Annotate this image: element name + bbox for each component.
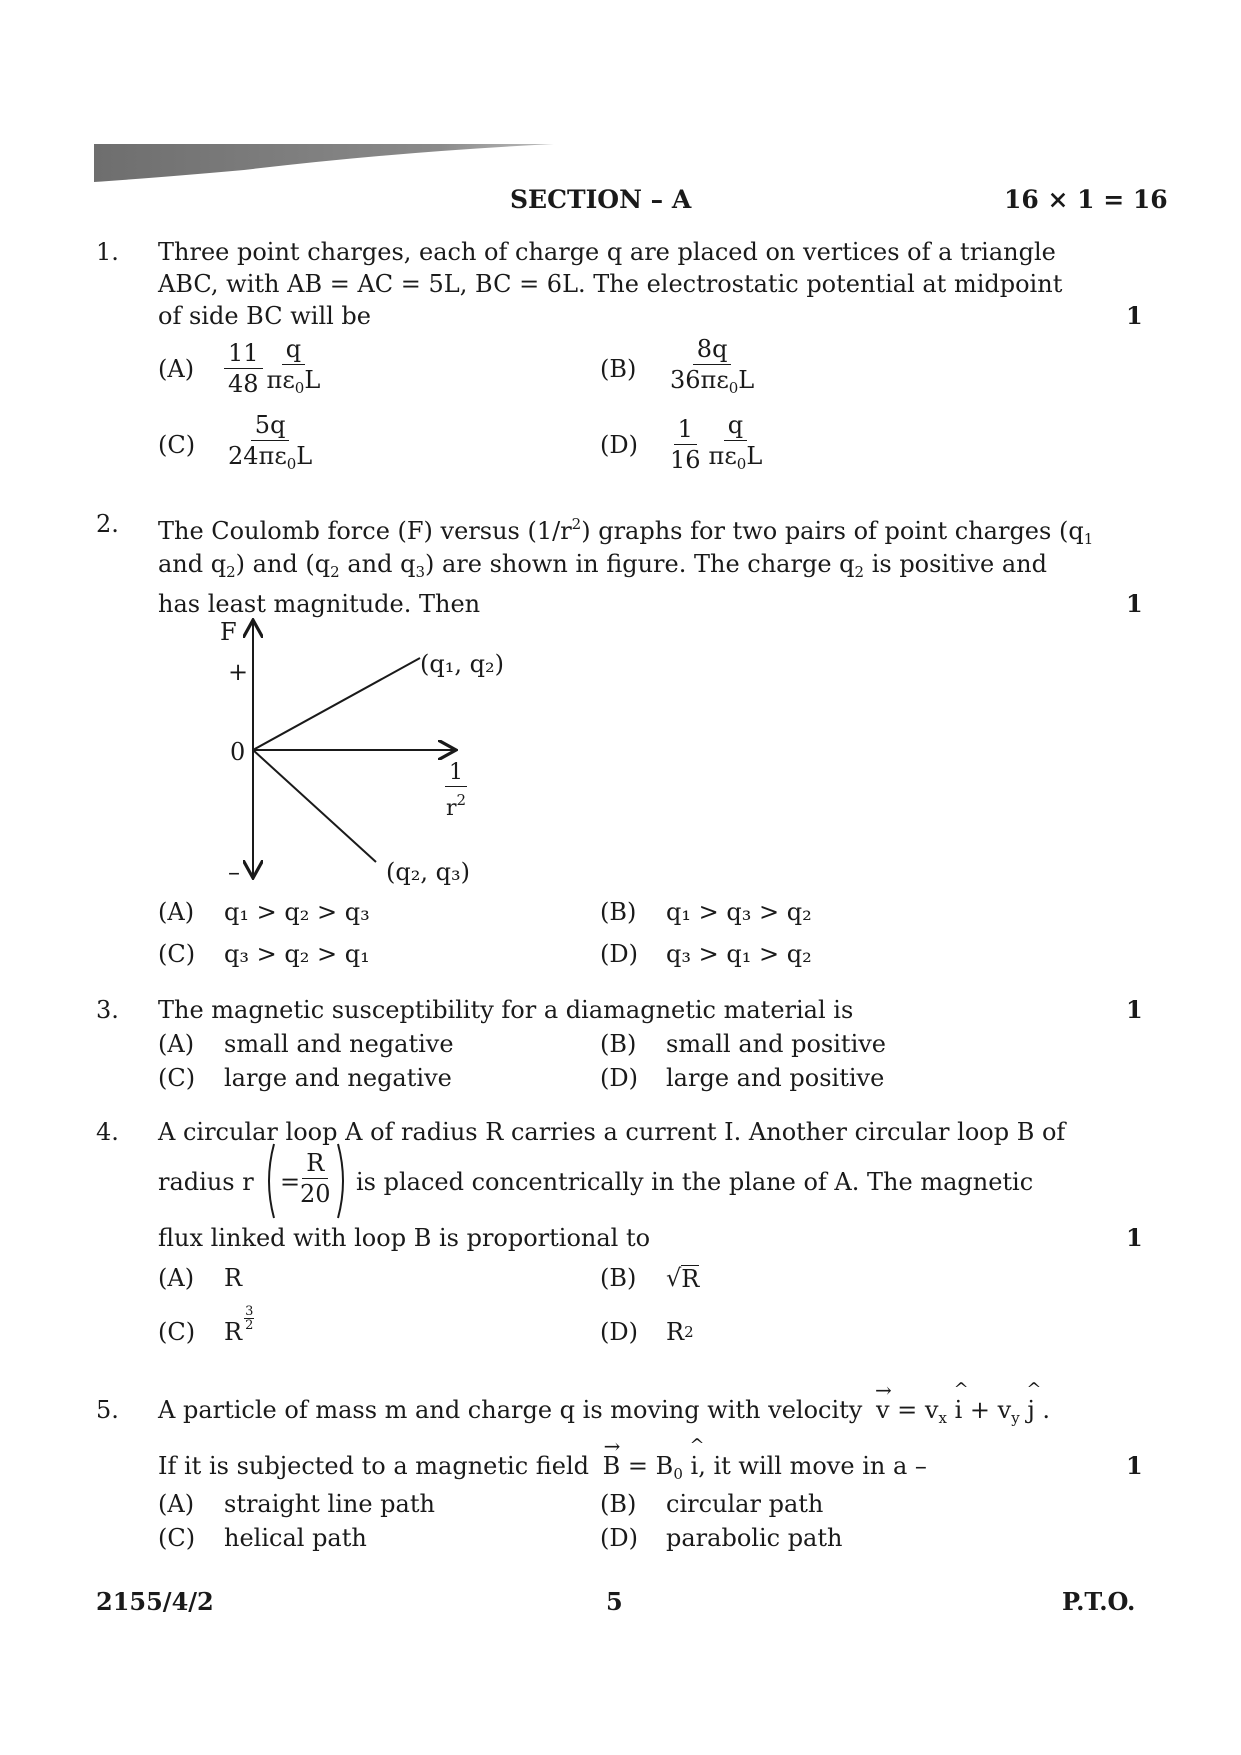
q1-option-d[interactable] [600, 410, 766, 479]
q4-option-c[interactable] [158, 1303, 254, 1348]
q5-option-a[interactable] [158, 1488, 435, 1520]
question-4-line-3: flux linked with loop B is proportional to [158, 1224, 651, 1252]
question-1-line-1: Three point charges, each of charge q are placed on vertices of a triangle [158, 238, 1056, 266]
question-1-line-3: of side BC will be [158, 302, 371, 330]
option-text: R [224, 1264, 243, 1292]
option-text: circular path [666, 1490, 824, 1518]
coefficient-fraction: $\frac{11}{48}$ [224, 338, 263, 399]
coefficient-fraction: $\frac{1}{16}$ [670, 415, 701, 474]
question-4-marks: 1 [1126, 1223, 1143, 1252]
q2-option-a[interactable] [158, 896, 370, 928]
sqrt-symbol: √ [666, 1264, 682, 1292]
option-text: R [681, 1264, 700, 1293]
question-1-number: 1. [96, 238, 119, 266]
option-text: q₃ > q₂ > q₁ [224, 940, 370, 968]
graph-line1-label: (q₁, q₂) [420, 650, 504, 678]
q5-option-c[interactable] [158, 1522, 367, 1554]
q2-option-b[interactable] [600, 896, 812, 928]
question-2-line-1: The Coulomb force (F) versus $(1/r^2)$ graphs for two pairs of point charges ($q_1$ [158, 515, 1094, 548]
pto-label: P.T.O. [1062, 1587, 1136, 1616]
graph-line2-label: (q₂, q₃) [386, 858, 470, 886]
paper-code: 2155/4/2 [96, 1587, 214, 1616]
option-text: parabolic path [666, 1524, 843, 1552]
question-2-marks: 1 [1126, 589, 1143, 618]
q2-option-d[interactable] [600, 938, 812, 970]
option-label: (C) [158, 1318, 196, 1346]
option-text: q₁ > q₂ > q₃ [224, 898, 370, 926]
question-3-marks: 1 [1126, 995, 1143, 1024]
q4-option-b[interactable] [600, 1262, 699, 1294]
option-label: (C) [158, 430, 196, 459]
option-label: (C) [158, 940, 196, 968]
option-label: (B) [600, 354, 637, 383]
option-label: (C) [158, 1064, 196, 1092]
option-label: (B) [600, 898, 637, 926]
option-label: (A) [158, 898, 195, 926]
option-text: small and positive [666, 1030, 887, 1058]
q2-option-c[interactable] [158, 938, 370, 970]
graph-y-label: F [220, 618, 237, 646]
option-text: q₃ > q₁ > q₂ [666, 940, 812, 968]
radius-fraction: = $\frac{R}{20}$ [262, 1142, 350, 1220]
question-5-line-1: A particle of mass m and charge q is moving with velocity v → = $v_x$ i ^ + $v_y$ j ^ . [158, 1378, 1051, 1427]
line-q1-q2 [253, 658, 420, 750]
option-text: small and negative [224, 1030, 454, 1058]
option-text: R [224, 1318, 243, 1346]
question-3-text: The magnetic susceptibility for a diamagnetic material is [158, 996, 854, 1024]
line-q2-q3 [253, 750, 376, 862]
q3-option-a[interactable] [158, 1028, 454, 1060]
graph-x-label: $\frac{1}{r^2}$ [446, 760, 467, 821]
charge-fraction: $\frac{8q}{36\pi\varepsilon_0L}$ [670, 335, 755, 397]
q3-option-b[interactable] [600, 1028, 886, 1060]
option-label: (D) [600, 1524, 638, 1552]
q5-option-d[interactable] [600, 1522, 842, 1554]
question-5-number: 5. [96, 1396, 119, 1424]
question-5-marks: 1 [1126, 1451, 1143, 1480]
option-text: R [666, 1318, 685, 1346]
graph-plus-sign: + [228, 658, 249, 686]
q4-option-d[interactable]: (D) R 2 [600, 1318, 694, 1346]
question-4-line-1: A circular loop A of radius R carries a current I. Another circular loop B of [158, 1118, 1066, 1146]
option-label: (A) [158, 1264, 195, 1292]
option-label: (A) [158, 1030, 195, 1058]
q1-option-b[interactable] [600, 334, 758, 403]
option-label: (D) [600, 430, 638, 459]
q5-option-b[interactable] [600, 1488, 823, 1520]
option-label: (C) [158, 1524, 196, 1552]
option-text: q₁ > q₃ > q₂ [666, 898, 812, 926]
option-label: (D) [600, 940, 638, 968]
question-3-number: 3. [96, 996, 119, 1024]
option-text: straight line path [224, 1490, 435, 1518]
q1-option-c[interactable] [158, 410, 316, 479]
question-5-line-2: If it is subjected to a magnetic field B → = $B_0$ i ^ , it will move in a – [158, 1434, 927, 1483]
q3-option-d[interactable] [600, 1062, 884, 1094]
question-2-line-2: and $q_2$) and ($q_2$ and $q_3$) are shown in figure. The charge $q_2$ is positive and [158, 550, 1047, 581]
option-label: (D) [600, 1064, 638, 1092]
question-1-marks: 1 [1126, 301, 1143, 330]
graph-origin: 0 [230, 738, 246, 766]
charge-fraction: $\frac{q}{\pi\varepsilon_0L}$ [708, 411, 763, 473]
page-number: 5 [606, 1587, 623, 1616]
q4-option-a[interactable] [158, 1262, 242, 1294]
question-4-line-2b: is placed concentrically in the plane of A. The magnetic [356, 1168, 1034, 1196]
q3-option-c[interactable] [158, 1062, 452, 1094]
option-text: large and negative [224, 1064, 452, 1092]
question-2-line-3: has least magnitude. Then [158, 590, 481, 618]
charge-fraction: $\frac{q}{\pi\varepsilon_0L}$ [266, 335, 321, 397]
question-4-number: 4. [96, 1118, 119, 1146]
option-text: helical path [224, 1524, 367, 1552]
question-4-line-2a: radius r [158, 1168, 254, 1196]
header-decoration [94, 142, 554, 184]
option-label: (B) [600, 1030, 637, 1058]
section-title: SECTION – A [510, 185, 692, 214]
option-text: large and positive [666, 1064, 885, 1092]
charge-fraction: $\frac{5q}{24\pi\varepsilon_0L}$ [228, 411, 313, 473]
option-label: (D) [600, 1318, 638, 1346]
exponent-fraction: 3 2 [245, 1303, 254, 1333]
question-1-line-2: ABC, with AB = AC = 5L, BC = 6L. The electrostatic potential at midpoint [158, 270, 1063, 298]
option-label: (A) [158, 1490, 195, 1518]
option-label: (B) [600, 1264, 637, 1292]
q1-option-a[interactable] [158, 334, 324, 403]
option-label: (A) [158, 354, 195, 383]
question-2-number: 2. [96, 510, 119, 538]
section-marks: 16 × 1 = 16 [1004, 185, 1168, 214]
option-label: (B) [600, 1490, 637, 1518]
graph-minus-sign: – [228, 858, 240, 886]
